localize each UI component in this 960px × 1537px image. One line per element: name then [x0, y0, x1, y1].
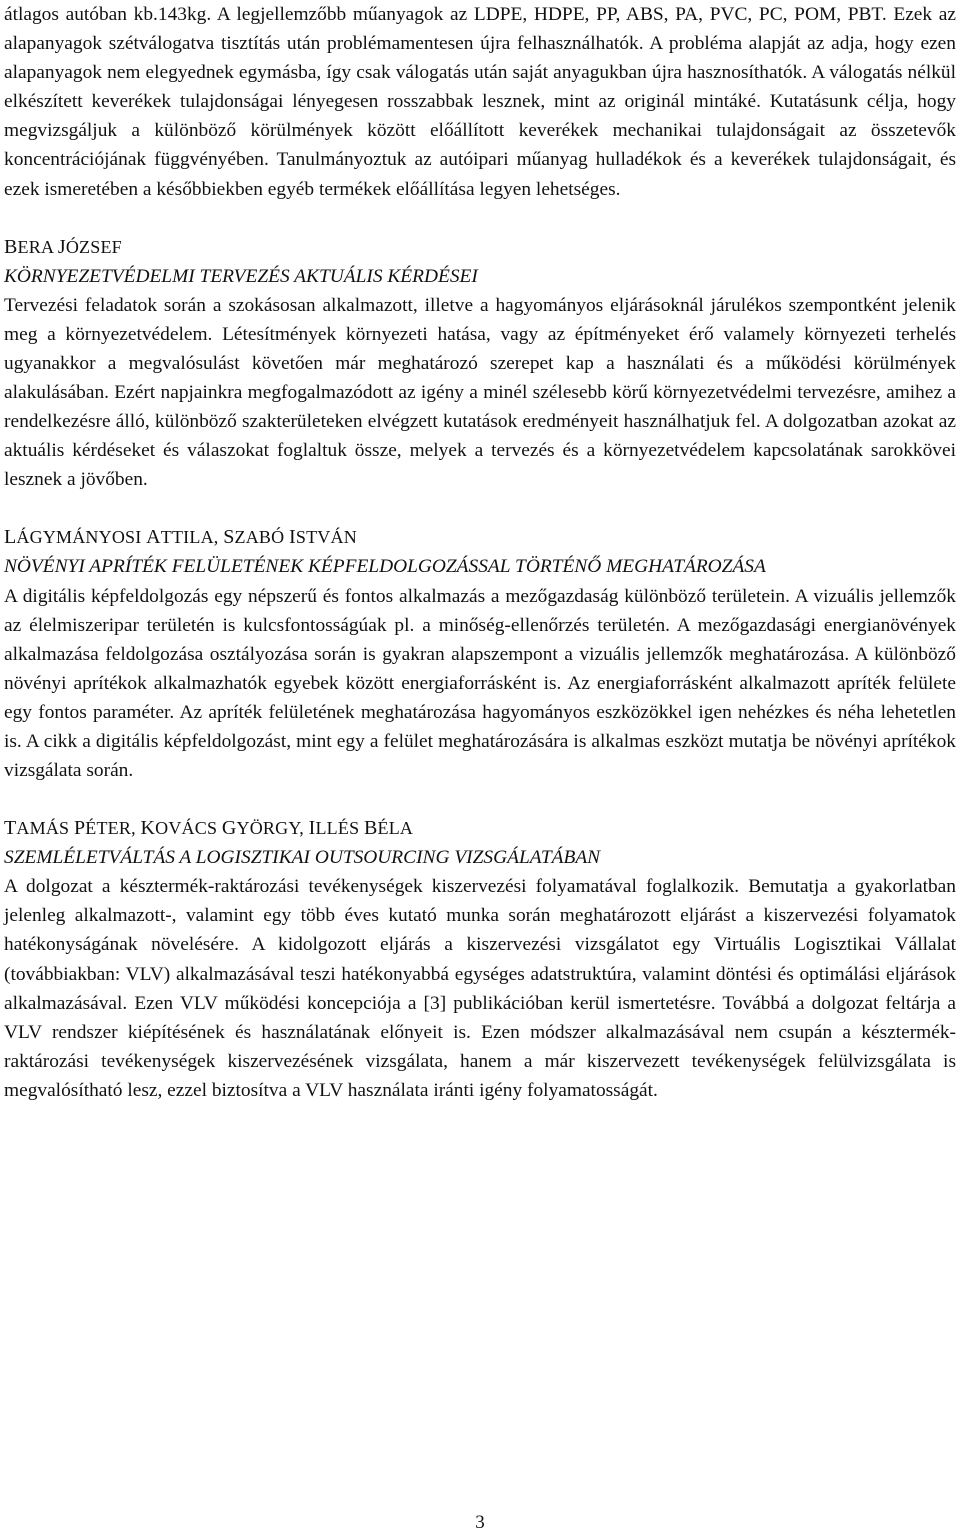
page-number: 3 [475, 1512, 485, 1533]
abstract-text: Tervezési feladatok során a szokásosan alkalmazott, illetve a hagyományos eljárásoknál járulékos szempontként jelenik meg a környezetvédelem. Létesítmények környezeti hatása, vagy az építményeket érő valamely környezeti terhelés ugyanakkor a megvalósulást követően már meghatározó szerepet kap a használati és a működési körülmények alakulásában. Ezért napjainkra megfogalmazódott az igény a minél szélesebb körű környezetvédelmi tervezésre, amihez a rendelkezésre álló, különböző szakterületeken elvégzett kutatások eredményeit használhatjuk fel. A dolgozatban azokat az aktuális kérdéseket és válaszokat foglaltuk össze, melyek a tervezés és a környezetvédelem kapcsolatának sarokkövei lesznek a jövőben. [4, 294, 956, 491]
abstract-title: NÖVÉNYI APRÍTÉK FELÜLETÉNEK KÉPFELDOLGOZÁSSAL TÖRTÉNŐ MEGHATÁROZÁSA [4, 556, 766, 578]
abstract-text: A dolgozat a késztermék-raktározási tevékenységek kiszervezési folyamatával foglalkozik. Bemutatja a gyakorlatban jelenleg alkalmazott-, valamint egy több éves kutató munka során meghatározott eljárást a kiszervezési folyamatok hatékonyságának növelésére. A kidolgozott eljárás a kiszervezési vizsgálatot egy Virtuális Logisztikai Vállalat (továbbiakban: VLV) alkalmazásával teszi hatékonyabbá egységes adatstruktúra, valamint döntési és optimálási eljárások alkalmazásával. Ezen VLV működési koncepciója a [3] publikációban kerül ismertetésre. Továbbá a dolgozat feltárja a VLV rendszer kiépítésének és használatának előnyeit is. Ezen módszer alkalmazásával nem csupán a késztermék-raktározási tevékenységek kiszervezésének vizsgálata, hanem a már kiszervezett tevékenységek felülvizsgálata is megvalósítható lesz, ezzel biztosítva a VLV használata iránti igény folyamatosságát. [4, 876, 956, 1101]
author-line: LÁGYMÁNYOSI ATTILA, SZABÓ ISTVÁN [4, 526, 357, 549]
author-line: TAMÁS PÉTER, KOVÁCS GYÖRGY, ILLÉS BÉLA [4, 817, 414, 840]
abstract-section [4, 523, 956, 785]
author-name: KOVÁCS GYÖRGY [140, 817, 300, 840]
author-name: BERA JÓZSEF [4, 235, 122, 258]
author-line [4, 233, 956, 262]
author-name: LÁGYMÁNYOSI ATTILA [4, 526, 214, 549]
author-name: TAMÁS PÉTER [4, 817, 132, 840]
abstract-text: A digitális képfeldolgozás egy népszerű és fontos alkalmazás a mezőgazdaság különböző területein. A vizuális jellemzők az élelmiszeripar területén is kulcsfontosságúak pl. a minőség-ellenőrzés területén. A mezőgazdasági energianövények alkalmazása feldolgozása osztályozása során is gyakran alapszempont a vizuális jellemzők meghatározása. A különböző növényi aprítékok alkalmazhatók egyebek között energiaforrásként is. Az energiaforrásként alkalmazott apríték felülete egy fontos paraméter. Az apríték felületének meghatározása hagyományos eszközökkel igen nehézkes és néha lehetetlen is. A cikk a digitális képfeldolgozást, mint egy a felület meghatározására is alkalmas eszközt mutatja be növényi aprítékok vizsgálata során. [4, 585, 956, 782]
author-name: ILLÉS BÉLA [308, 817, 414, 840]
abstract-title: KÖRNYEZETVÉDELMI TERVEZÉS AKTUÁLIS KÉRDÉSEI [4, 265, 478, 287]
abstract-section [4, 814, 956, 1105]
intro-paragraph: átlagos autóban kb.143kg. A legjellemzőbb műanyagok az LDPE, HDPE, PP, ABS, PA, PVC, PC, POM, PBT. Ezek az alapanyagok szétválogatva tisztítás után problémamentesen újra felhasználhatók. A probléma alapját az adja, hogy ezen alapanyagok nem elegyednek egymásba, így csak válogatás után saját anyagukban újra hasznosíthatók. A válogatás nélkül elkészített keverékek tulajdonságai lényegesen rosszabbak lesznek, mint az originál mintáké. Kutatásunk célja, hogy megvizsgáljuk a különböző körülmények között előállított keverékek mechanikai tulajdonságait az összetevők koncentrációjának függvényében. Tanulmányoztuk az autóipari műanyag hulladékok és a keverékek tulajdonságait, és ezek ismeretében a későbbiekben egyéb termékek előállítása legyen lehetséges. [4, 4, 956, 200]
abstract-section [4, 233, 956, 495]
document-page [4, 0, 956, 1105]
author-name: SZABÓ ISTVÁN [223, 526, 357, 549]
abstract-title: SZEMLÉLETVÁLTÁS A LOGISZTIKAI OUTSOURCING VIZSGÁLATÁBAN [4, 847, 601, 869]
